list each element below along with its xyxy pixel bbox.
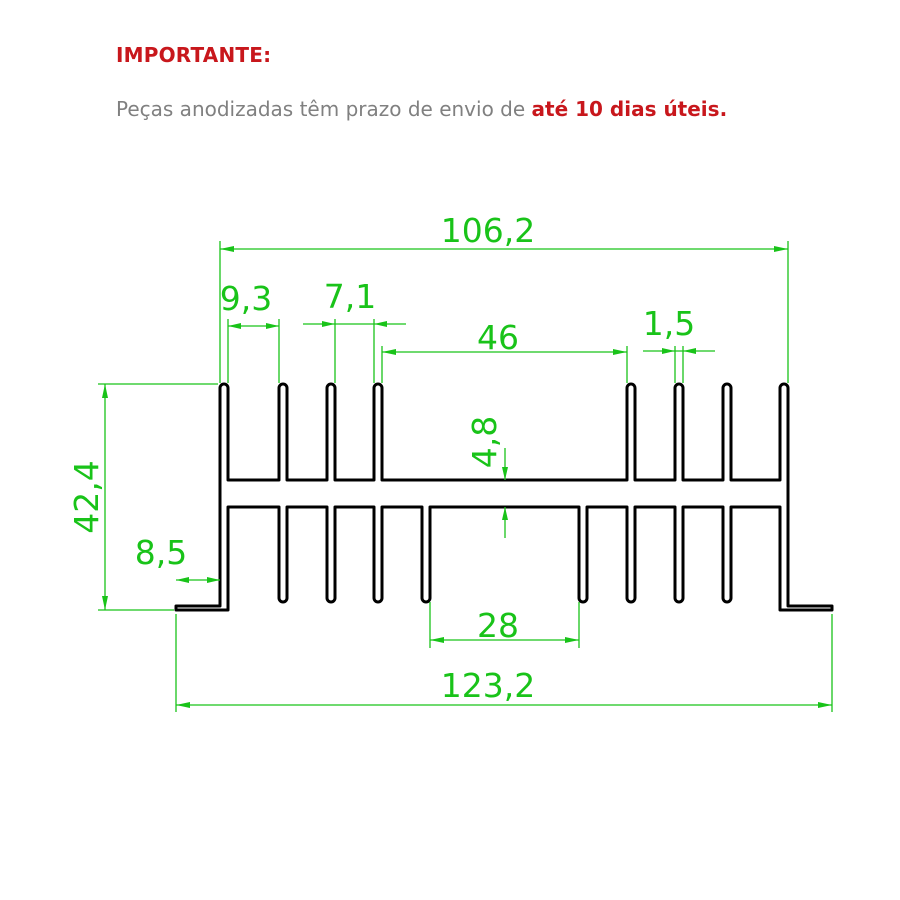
dimension-fin-thickness xyxy=(643,304,715,354)
dimension-label-total-width: 123,2 xyxy=(440,666,536,705)
dimension-label-bottom-center-gap: 28 xyxy=(477,606,519,645)
dimension-height xyxy=(67,384,108,610)
dimension-label-top-span: 106,2 xyxy=(440,211,536,250)
dimension-center-gap xyxy=(382,318,627,357)
shipping-notice-text: Peças anodizadas têm prazo de envio de xyxy=(116,97,532,121)
dimension-total-width xyxy=(176,666,832,708)
dimension-label-center-gap: 46 xyxy=(477,318,519,357)
dimension-base-thickness xyxy=(465,416,508,520)
dimension-label-fin-pitch: 9,3 xyxy=(219,279,273,318)
dimension-label-fin-gap: 7,1 xyxy=(323,277,377,316)
important-heading: IMPORTANTE: xyxy=(116,43,272,67)
dimension-top-span xyxy=(220,211,788,252)
dimension-label-fin-thickness: 1,5 xyxy=(642,304,696,343)
dimension-bottom-center-gap xyxy=(430,606,579,645)
heatsink-profile-outline xyxy=(176,384,832,610)
dimension-label-base-thickness: 4,8 xyxy=(465,415,504,469)
dimension-fin-gap xyxy=(303,277,406,327)
shipping-deadline: até 10 dias úteis. xyxy=(531,97,728,121)
dimension-flange xyxy=(135,533,220,583)
dimension-label-flange: 8,5 xyxy=(134,533,188,572)
dimension-label-height: 42,4 xyxy=(67,460,106,534)
